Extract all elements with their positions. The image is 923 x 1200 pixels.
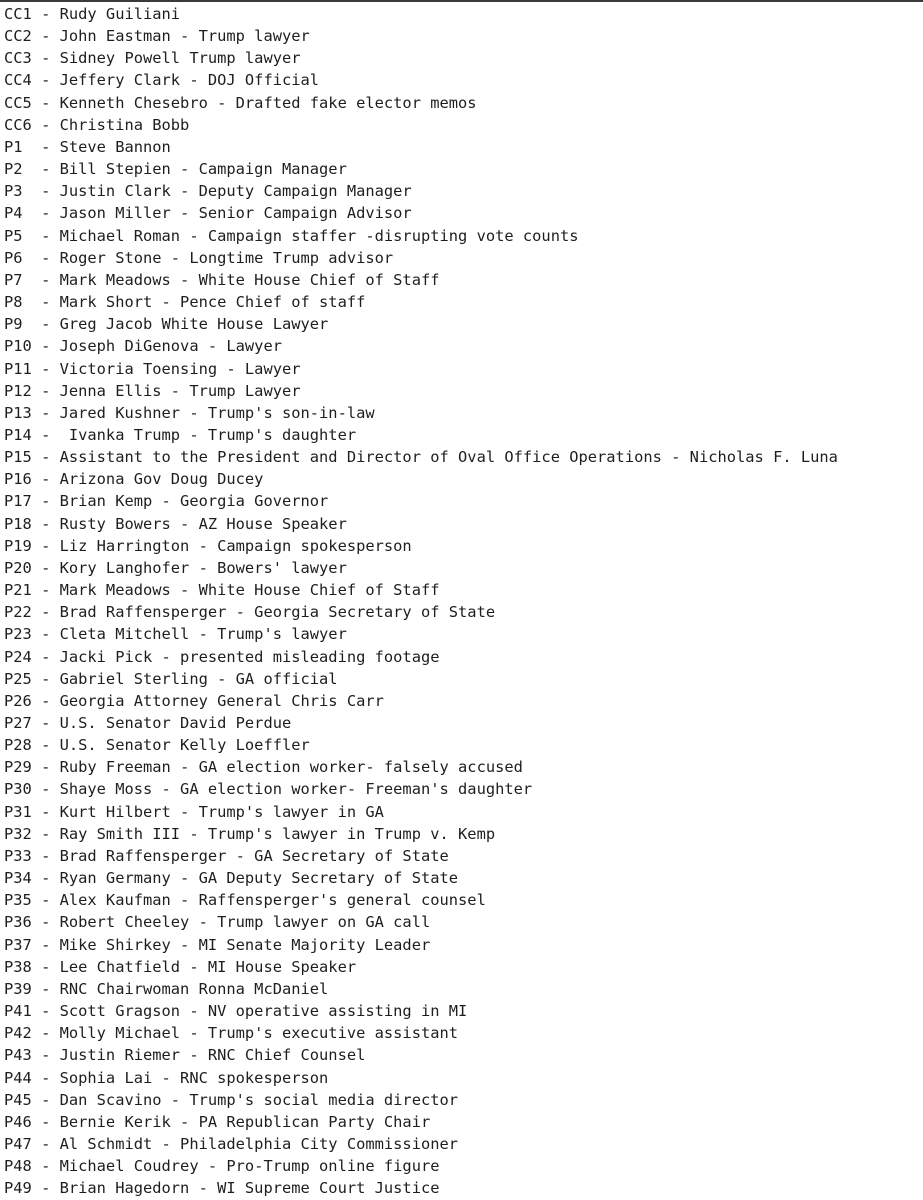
text-line: P12 - Jenna Ellis - Trump Lawyer xyxy=(4,381,301,400)
text-line: CC3 - Sidney Powell Trump lawyer xyxy=(4,49,301,68)
text-line: P3 - Justin Clark - Deputy Campaign Manager xyxy=(4,182,412,201)
text-line: CC1 - Rudy Guiliani xyxy=(4,5,181,23)
text-line: P25 - Gabriel Sterling - GA official xyxy=(4,669,338,688)
text-line: P17 - Brian Kemp - Georgia Governor xyxy=(4,492,329,511)
text-line: P6 - Roger Stone - Longtime Trump advisor xyxy=(4,248,394,267)
text-line: P20 - Kory Langhofer - Bowers' lawyer xyxy=(4,558,347,577)
text-line: P29 - Ruby Freeman - GA election worker- falsely accused xyxy=(4,758,523,777)
text-line: P41 - Scott Gragson - NV operative assisting in MI xyxy=(4,1002,468,1021)
text-line: P14 - Ivanka Trump - Trump's daughter xyxy=(4,425,357,444)
text-line: P8 - Mark Short - Pence Chief of staff xyxy=(4,293,366,312)
text-line: P44 - Sophia Lai - RNC spokesperson xyxy=(4,1068,329,1087)
text-line: P28 - U.S. Senator Kelly Loeffler xyxy=(4,736,310,755)
text-line: P37 - Mike Shirkey - MI Senate Majority Leader xyxy=(4,935,431,954)
text-line: P42 - Molly Michael - Trump's executive assistant xyxy=(4,1024,459,1043)
text-line: P35 - Alex Kaufman - Raffensperger's general counsel xyxy=(4,891,486,910)
text-line: CC2 - John Eastman - Trump lawyer xyxy=(4,27,310,46)
text-line: P18 - Rusty Bowers - AZ House Speaker xyxy=(4,514,347,533)
text-line: P23 - Cleta Mitchell - Trump's lawyer xyxy=(4,625,347,644)
text-line: P15 - Assistant to the President and Director of Oval Office Operations - Nicholas F. Luna xyxy=(4,448,838,467)
text-line: P11 - Victoria Toensing - Lawyer xyxy=(4,359,301,378)
text-line: P16 - Arizona Gov Doug Ducey xyxy=(4,470,264,489)
text-line: P43 - Justin Riemer - RNC Chief Counsel xyxy=(4,1046,366,1065)
text-line: P27 - U.S. Senator David Perdue xyxy=(4,714,292,732)
text-line: P38 - Lee Chatfield - MI House Speaker xyxy=(4,957,357,976)
text-line: CC4 - Jeffery Clark - DOJ Official xyxy=(4,71,320,90)
text-line: P7 - Mark Meadows - White House Chief of Staff xyxy=(4,270,440,289)
text-line: P4 - Jason Miller - Senior Campaign Advisor xyxy=(4,204,412,223)
text-line: P49 - Brian Hagedorn - WI Supreme Court Justice xyxy=(4,1179,440,1198)
text-line: P39 - RNC Chairwoman Ronna McDaniel xyxy=(4,979,329,998)
text-line: CC5 - Kenneth Chesebro - Drafted fake elector memos xyxy=(4,93,477,112)
text-line: P22 - Brad Raffensperger - Georgia Secretary of State xyxy=(4,603,496,622)
text-line: P24 - Jacki Pick - presented misleading footage xyxy=(4,647,440,666)
text-line: CC6 - Christina Bobb xyxy=(4,115,190,134)
text-line: P9 - Greg Jacob White House Lawyer xyxy=(4,315,329,334)
text-line: P19 - Liz Harrington - Campaign spokesperson xyxy=(4,536,412,555)
text-line: P1 - Steve Bannon xyxy=(4,137,171,156)
text-line: P32 - Ray Smith III - Trump's lawyer in Trump v. Kemp xyxy=(4,824,496,843)
text-line: P21 - Mark Meadows - White House Chief of Staff xyxy=(4,581,440,600)
text-line: P31 - Kurt Hilbert - Trump's lawyer in GA xyxy=(4,802,384,821)
text-line: P10 - Joseph DiGenova - Lawyer xyxy=(4,337,282,356)
text-line: P30 - Shaye Moss - GA election worker- Freeman's daughter xyxy=(4,780,533,799)
text-line: P33 - Brad Raffensperger - GA Secretary of State xyxy=(4,846,449,865)
text-line: P13 - Jared Kushner - Trump's son-in-law xyxy=(4,403,375,422)
text-line: P48 - Michael Coudrey - Pro-Trump online figure xyxy=(4,1157,440,1176)
text-line: P34 - Ryan Germany - GA Deputy Secretary of State xyxy=(4,869,459,888)
text-line: P36 - Robert Cheeley - Trump lawyer on GA call xyxy=(4,913,431,932)
text-line: P46 - Bernie Kerik - PA Republican Party Chair xyxy=(4,1112,431,1131)
text-line: P26 - Georgia Attorney General Chris Carr xyxy=(4,691,384,710)
text-line: P47 - Al Schmidt - Philadelphia City Commissioner xyxy=(4,1134,459,1153)
text-line: P5 - Michael Roman - Campaign staffer -disrupting vote counts xyxy=(4,226,579,245)
document-text xyxy=(4,3,919,1199)
text-line: P2 - Bill Stepien - Campaign Manager xyxy=(4,160,347,179)
top-border xyxy=(0,0,923,2)
text-line: P45 - Dan Scavino - Trump's social media director xyxy=(4,1090,459,1109)
